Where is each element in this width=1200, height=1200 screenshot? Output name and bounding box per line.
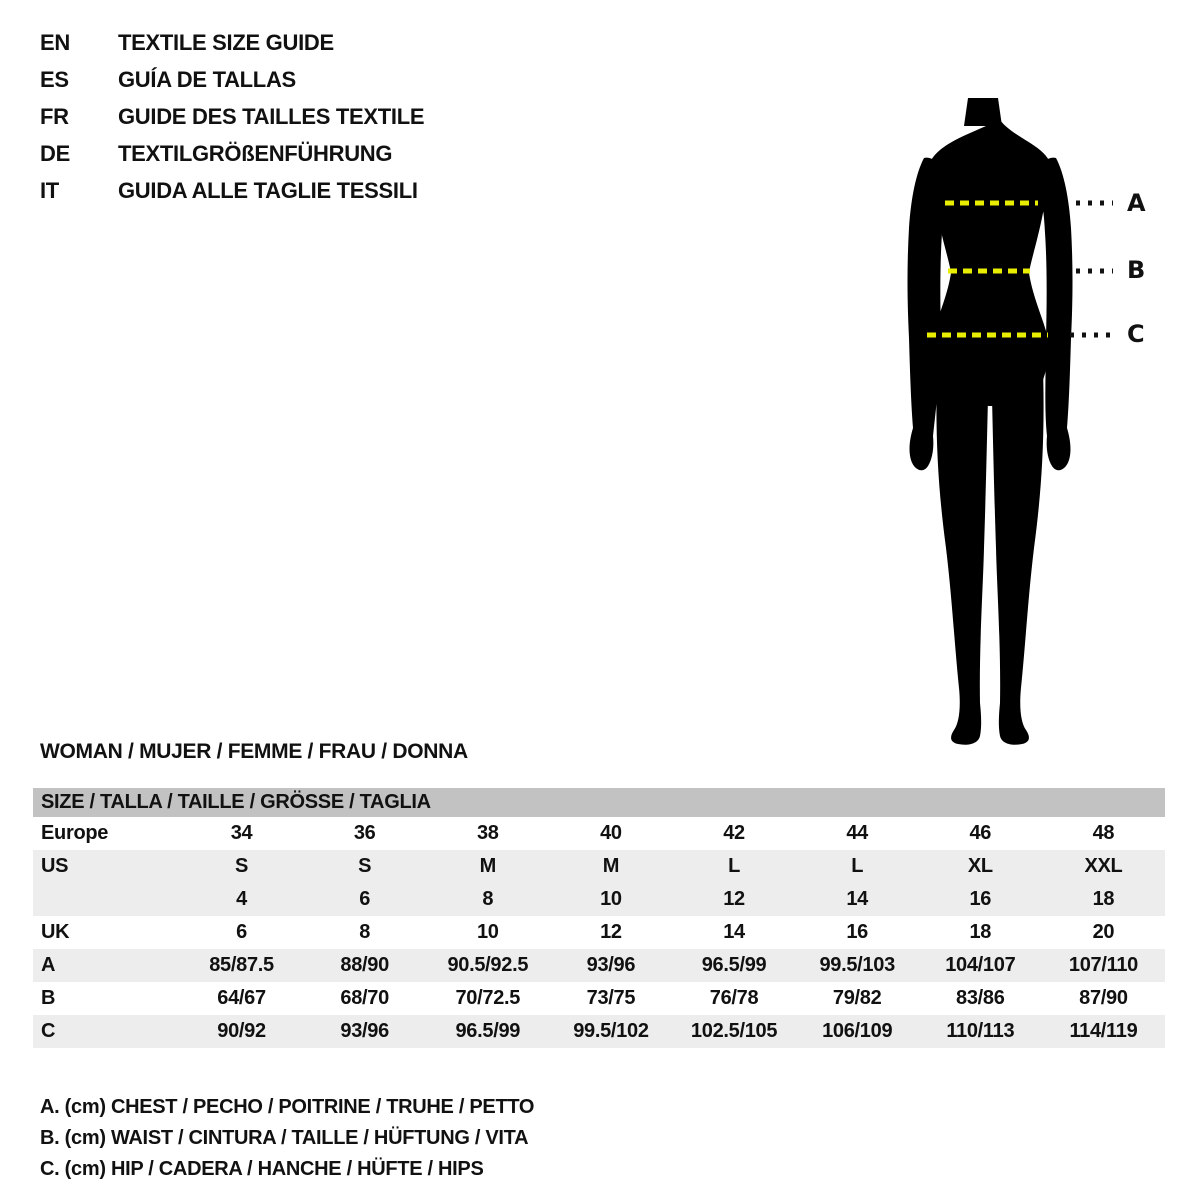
size-cell: S	[235, 855, 249, 877]
size-cell: M	[479, 855, 496, 877]
marker-label-b: B	[1127, 256, 1146, 284]
table-row	[33, 916, 1165, 949]
size-cell: 88/90	[340, 954, 389, 976]
language-row-de	[40, 135, 424, 172]
size-cell: 90/92	[217, 1020, 266, 1042]
size-cell: 99.5/102	[573, 1020, 649, 1042]
language-code: FR	[40, 103, 69, 129]
size-cell: 14	[723, 921, 745, 943]
size-cell: 48	[1092, 822, 1115, 844]
legend-line-waist: B. (cm) WAIST / CINTURA / TAILLE / HÜFTUNG / VITA	[40, 1127, 529, 1149]
size-cell: 8	[359, 921, 371, 943]
woman-figure	[880, 8, 1120, 753]
size-cell: 10	[476, 921, 499, 943]
language-row-en	[40, 24, 424, 61]
size-cell: 34	[230, 822, 253, 844]
table-row	[33, 817, 1165, 850]
size-cell: 10	[600, 888, 622, 910]
section-title: WOMAN / MUJER / FEMME / FRAU / DONNA	[40, 740, 468, 763]
language-title-list	[40, 24, 424, 209]
size-cell: 6	[236, 921, 247, 943]
size-cell: 70/72.5	[455, 987, 521, 1009]
size-cell: 8	[482, 888, 494, 910]
guide-title-de: TEXTILGRÖßENFÜHRUNG	[118, 140, 393, 166]
size-table-header: SIZE / TALLA / TAILLE / GRÖSSE / TAGLIA	[33, 788, 1165, 817]
size-cell: 90.5/92.5	[447, 954, 529, 976]
woman-silhouette-icon	[880, 8, 1120, 753]
size-cell: 64/67	[217, 987, 266, 1009]
size-cell: 76/78	[709, 987, 759, 1009]
size-cell: 79/82	[832, 987, 882, 1009]
size-cell: 12	[723, 888, 745, 910]
size-cell: 42	[723, 822, 745, 844]
size-cell: 93/96	[340, 1020, 389, 1042]
size-cell: 16	[846, 921, 869, 943]
size-cell: 46	[969, 822, 992, 844]
size-cell: 14	[846, 888, 869, 910]
size-cell: 12	[600, 921, 622, 943]
guide-title-es: GUÍA DE TALLAS	[118, 66, 296, 92]
size-cell: 106/109	[822, 1020, 893, 1042]
size-cell: 38	[476, 822, 499, 844]
size-table-container	[33, 788, 1165, 1048]
measurement-legend	[40, 1092, 534, 1185]
size-cell: 110/113	[946, 1020, 1015, 1042]
table-row	[33, 883, 1165, 916]
guide-title-fr: GUIDE DES TAILLES TEXTILE	[118, 103, 425, 129]
language-row-fr	[40, 98, 424, 135]
row-label: US	[41, 855, 69, 877]
legend-line-hip: C. (cm) HIP / CADERA / HANCHE / HÜFTE / HIPS	[40, 1158, 484, 1180]
size-cell: 99.5/103	[819, 954, 895, 976]
size-cell: 96.5/99	[701, 954, 767, 976]
language-code: IT	[40, 177, 59, 203]
size-cell: 85/87.5	[209, 954, 274, 976]
size-cell: 83/86	[956, 987, 1005, 1009]
size-cell: 73/75	[586, 987, 636, 1009]
guide-title-en: TEXTILE SIZE GUIDE	[118, 29, 334, 55]
size-cell: 68/70	[340, 987, 389, 1009]
table-row	[33, 949, 1165, 982]
size-cell: 87/90	[1079, 987, 1128, 1009]
row-label: Europe	[41, 822, 109, 844]
size-cell: 20	[1092, 921, 1115, 943]
language-row-es	[40, 61, 424, 98]
size-cell: L	[728, 855, 741, 877]
size-cell: 18	[969, 921, 992, 943]
size-cell: 40	[600, 822, 622, 844]
size-table	[33, 817, 1165, 1048]
row-label: B	[41, 987, 56, 1009]
language-code: ES	[40, 66, 69, 92]
size-cell: 4	[236, 888, 247, 910]
size-cell: 36	[353, 822, 376, 844]
language-code: DE	[40, 140, 70, 166]
size-table-body	[33, 817, 1165, 1048]
row-label: C	[41, 1020, 56, 1042]
size-cell: 44	[846, 822, 869, 844]
size-cell: 18	[1092, 888, 1115, 910]
size-cell: 96.5/99	[455, 1020, 521, 1042]
language-row-it	[40, 172, 424, 209]
size-cell: 114/119	[1069, 1020, 1138, 1042]
marker-label-a: A	[1127, 189, 1146, 217]
legend-line-chest: A. (cm) CHEST / PECHO / POITRINE / TRUHE / PETTO	[40, 1096, 535, 1118]
row-label	[33, 883, 180, 916]
size-cell: 93/96	[586, 954, 636, 976]
size-cell: 16	[969, 888, 992, 910]
row-label: UK	[41, 921, 70, 943]
size-cell: S	[358, 855, 372, 877]
size-cell: 104/107	[945, 954, 1016, 976]
marker-label-c: C	[1127, 320, 1145, 348]
guide-title-it: GUIDA ALLE TAGLIE TESSILI	[118, 177, 418, 203]
size-cell: L	[851, 855, 864, 877]
size-cell: 102.5/105	[690, 1020, 778, 1042]
size-cell: M	[602, 855, 620, 877]
table-row	[33, 982, 1165, 1015]
size-cell: 107/110	[1068, 954, 1138, 976]
row-label: A	[41, 954, 56, 976]
language-code: EN	[40, 29, 70, 55]
size-cell: 6	[359, 888, 371, 910]
size-cell: XL	[967, 855, 993, 877]
size-cell: XXL	[1084, 855, 1123, 877]
table-row	[33, 850, 1165, 883]
table-row	[33, 1015, 1165, 1048]
